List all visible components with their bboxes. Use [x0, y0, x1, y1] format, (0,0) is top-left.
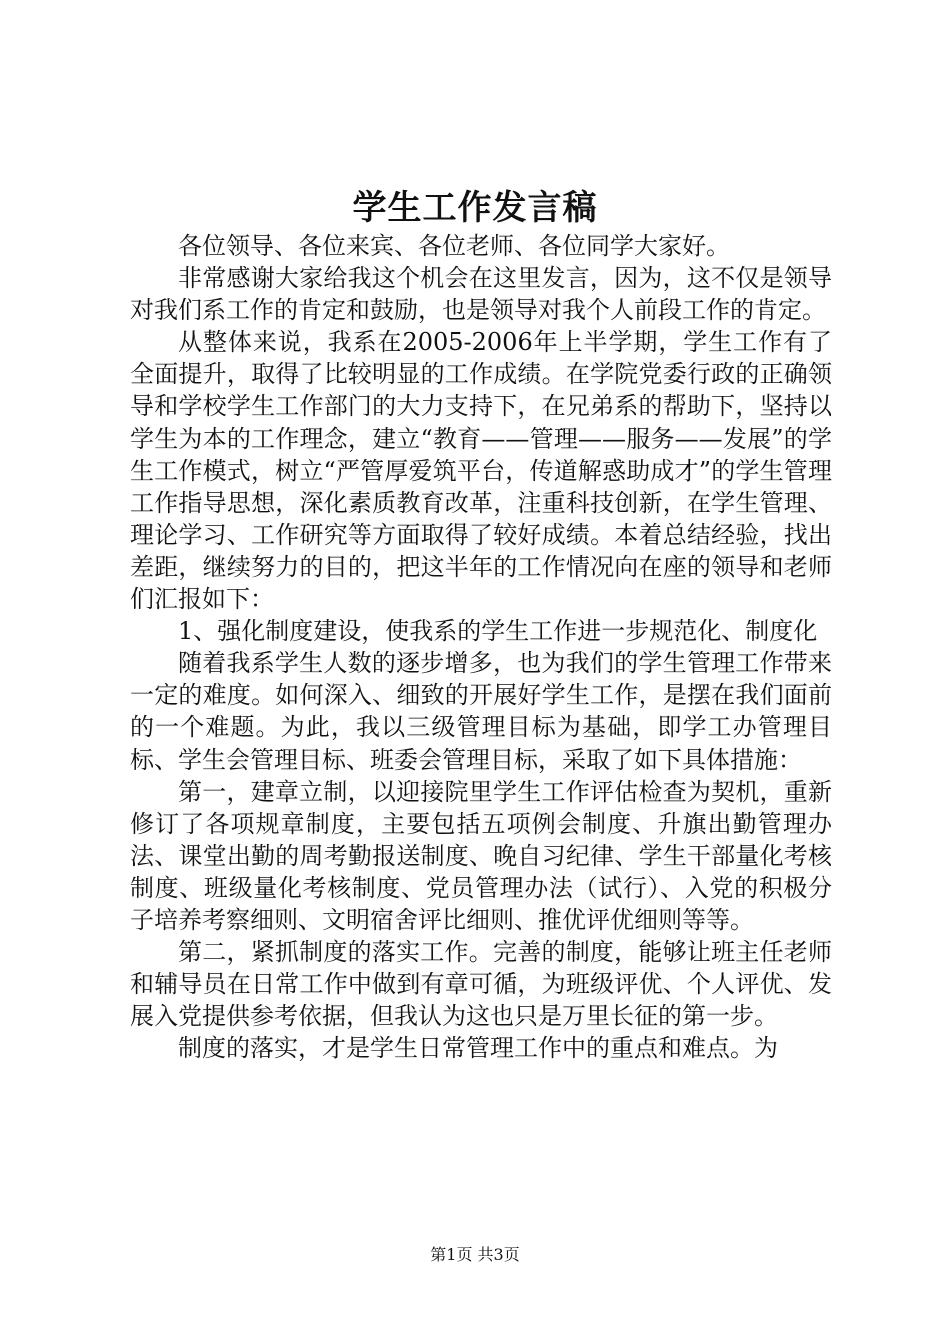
paragraph-thanks: 非常感谢大家给我这个机会在这里发言，因为，这不仅是领导对我们系工作的肯定和鼓励，也是领导对我个人前段工作的肯定。 [130, 264, 832, 325]
paragraph-implementation: 制度的落实，才是学生日常管理工作中的重点和难点。为 [178, 1034, 778, 1063]
paragraph-second-measure: 第二，紧抓制度的落实工作。完善的制度，能够让班主任老师和辅导员在日常工作中做到有章可循，为班级评优、个人评优、发展入党提供参考依据，但我认为这也只是万里长征的第一步。 [130, 938, 832, 1031]
page-number-footer: 第1页 共3页 [430, 1245, 520, 1264]
paragraph-management: 随着我系学生人数的逐步增多，也为我们的学生管理工作带来一定的难度。如何深入、细致的开展好学生工作，是摆在我们面前的一个难题。为此，我以三级管理目标为基础，即学工办管理目标、学生会管理目标、班委会管理目标，采取了如下具体措施： [130, 649, 832, 774]
document-title: 学生工作发言稿 [352, 188, 598, 228]
paragraph-overview: 从整体来说，我系在2005-2006年上半学期，学生工作有了全面提升，取得了比较明显的工作成绩。在学院党委行政的正确领导和学校学生工作部门的大力支持下，在兄弟系的帮助下，坚持以学生为本的工作理念，建立“教育——管理——服务——发展”的学生工作模式，树立“严管厚爱筑平台，传道解惑助成才”的学生管理工作指导思想，深化素质教育改革，注重科技创新，在学生管理、理论学习、工作研究等方面取得了较好成绩。本着总结经验，找出差距，继续努力的目的，把这半年的工作情况向在座的领导和老师们汇报如下： [130, 328, 832, 614]
section-heading-1: 1、强化制度建设，使我系的学生工作进一步规范化、制度化 [178, 617, 818, 646]
document-body [130, 230, 832, 1064]
paragraph-first-measure: 第一，建章立制，以迎接院里学生工作评估检查为契机，重新修订了各项规章制度，主要包括五项例会制度、升旗出勤管理办法、课堂出勤的周考勤报送制度、晚自习纪律、学生干部量化考核制度、班级量化考核制度、党员管理办法（试行）、入党的积极分子培养考察细则、文明宿舍评比细则、推优评优细则等等。 [130, 777, 832, 934]
paragraph-greeting: 各位领导、各位来宾、各位老师、各位同学大家好。 [178, 232, 730, 260]
